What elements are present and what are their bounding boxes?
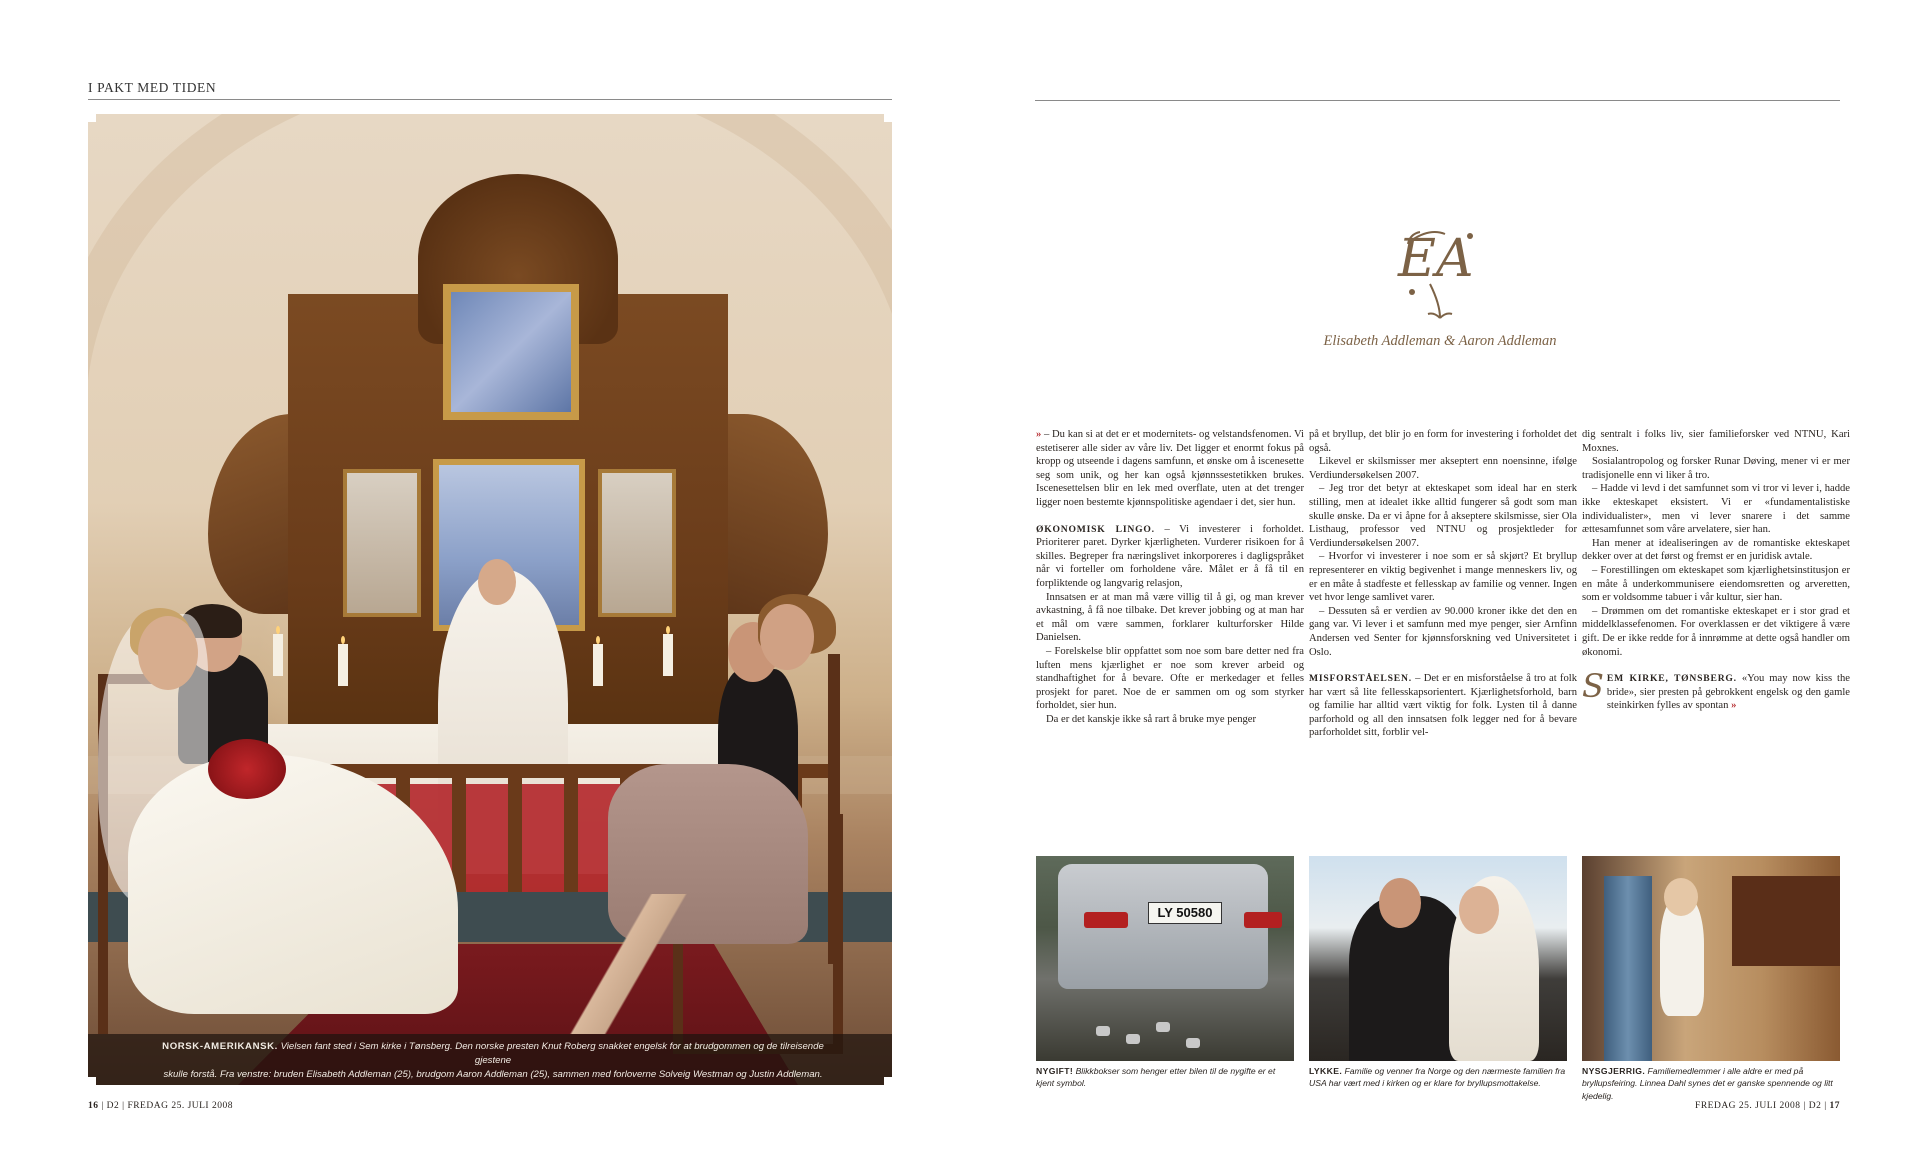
bridesmaid-legs [558, 894, 708, 1034]
paragraph [1582, 537, 1850, 564]
tin-can [1156, 1022, 1170, 1032]
paragraph [1036, 428, 1304, 510]
tail-light [1084, 912, 1128, 928]
monogram-names: Elisabeth Addleman & Aaron Addleman [1323, 333, 1557, 349]
paragraph [1582, 564, 1850, 605]
candle [273, 634, 283, 676]
tin-can [1126, 1034, 1140, 1044]
header-rule [1035, 100, 1840, 101]
subheading: EM KIRKE, TØNSBERG. [1606, 673, 1737, 685]
paragraph [1309, 605, 1577, 659]
wedding-car [1058, 864, 1268, 989]
date-right: FREDAG 25. JULI 2008 [1695, 1101, 1801, 1111]
folio-left: 16 | D2 | FREDAG 25. JULI 2008 [88, 1101, 233, 1111]
paragraph-text: Innsatsen er at man må være villig til å gi, og man krever avkastning, å få noe tilbake. Det krever jobbing og at man har et mål om være sammen, forklarer kulturforsker Hilde Danielsen. [1036, 591, 1304, 644]
paragraph-text: – Jeg tror det betyr at ekteskapet som ideal har en sterk stilling, men at idealet ikke alltid fungerer så godt som man skulle ønske. Da er vi åpne for å akseptere skilsmisse, sier Ola Listhaug, professor ved NTNU og prosjektleder for Verdiundersøkelsen 2007. [1309, 483, 1577, 549]
paragraph [1582, 482, 1850, 536]
monogram-emblem [1390, 214, 1490, 324]
paragraph-text: – Hadde vi levd i det samfunnet som vi tror vi lever i, hadde ikke ekteskapet eksistert. Vi er «fundamentalistiske individualister», men vi lever snarere i det samme ættesamfunnet som våre arvelatere, sier han. [1582, 483, 1850, 536]
altarpiece-panel-right [598, 469, 676, 617]
publication-left: D2 [106, 1101, 120, 1111]
subheading: ØKONOMISK LINGO. [1036, 523, 1155, 535]
paragraph-text: – Hvorfor vi investerer i noe som er så skjørt? Et bryllup representerer en viktig begivenhet i mange menneskers liv, og er en måte å stadfeste et fellesskap av familie og venner. Ingen vet hvor lenge samlivet varer. [1309, 551, 1577, 604]
paragraph [1309, 672, 1577, 740]
piano [1732, 876, 1840, 966]
paragraph [1309, 482, 1577, 550]
text-column-2 [1309, 428, 1577, 740]
paragraph-text: Sosialantropolog og forsker Runar Døving, mener vi er mer tradisjonelle enn vi liker å tro. [1582, 456, 1850, 481]
altarpiece-painting-top [443, 284, 579, 420]
paragraph [1036, 713, 1304, 727]
thumb-caption-1 [1036, 1065, 1294, 1090]
corner-notch [884, 1077, 892, 1085]
paragraph-text: – Forelskelse blir oppfattet som noe som bare detter ned fra luften mens kjærlighet er noe som krever arbeid og standhaftighet for å bevare. Ofte er merkedager et felles prosjekt for paret. Noe de er sammen om og som styrker forholdet, sier hun. [1036, 645, 1304, 712]
article-start-arrow: » [1036, 429, 1045, 440]
church-wedding-photo [88, 114, 892, 1085]
date-left: FREDAG 25. JULI 2008 [127, 1101, 233, 1111]
paragraph-text: «You may now kiss the bride», sier presten på gebrokkent engelsk og den gamle steinkirken fylles av spontan [1606, 673, 1850, 712]
publication-right: D2 [1808, 1101, 1822, 1111]
thumb-caption-3 [1582, 1065, 1840, 1102]
corner-notch [88, 114, 96, 122]
paragraph [1036, 591, 1304, 645]
paragraph [1036, 523, 1304, 591]
candle [593, 644, 603, 686]
caption-line-2: skulle forstå. Fra venstre: bruden Elisabeth Addleman (25), brudgom Aaron Addleman (25), sammen med forloverne Solveig Westman og Justin Addleman. [163, 1069, 823, 1080]
drop-cap: S [1582, 667, 1604, 706]
paragraph-text: dig sentralt i folks liv, sier familieforsker ved NTNU, Kari Moxnes. [1582, 429, 1850, 454]
photo-caption [148, 1040, 838, 1082]
monogram-letters: EA [1398, 229, 1474, 289]
page-number-left: 16 [88, 1101, 99, 1111]
paragraph [1309, 428, 1577, 455]
paragraph-text: Han mener at idealiseringen av de romantiske ekteskapet dekker over at det først og fremst er en juridisk avtale. [1582, 537, 1850, 563]
paragraph-text: på et bryllup, det blir jo en form for investering i forholdet det også. [1309, 429, 1577, 454]
painted-pillar [1604, 876, 1652, 1061]
paragraph [1309, 455, 1577, 482]
thumb-caption-lead: NYSGJERRIG. [1582, 1066, 1646, 1076]
thumb-caption-2 [1309, 1065, 1567, 1090]
bridesmaid-head [760, 604, 814, 670]
license-plate: LY 50580 [1148, 902, 1222, 924]
thumb-caption-text: Familie og venner fra Norge og den nærmeste familien fra USA har vært med i kirken og er klare for bryllupsmottakelse. [1309, 1066, 1566, 1089]
car-photo [1036, 856, 1294, 1061]
caption-lead: NORSK-AMERIKANSK. [162, 1041, 278, 1052]
paragraph-text: Da er det kanskje ikke så rart å bruke mye penger [1046, 713, 1257, 725]
candle [663, 634, 673, 676]
paragraph [1036, 645, 1304, 713]
bride-head [138, 616, 198, 690]
candle [338, 644, 348, 686]
thumb-caption-text: Blikkbokser som henger etter bilen til de nygifte er et kjent symbol. [1036, 1066, 1276, 1089]
page-number-right: 17 [1829, 1101, 1840, 1111]
priest-head [478, 559, 516, 605]
paragraph [1309, 550, 1577, 604]
paragraph [1582, 428, 1850, 455]
tail-light [1244, 912, 1282, 928]
caption-line-1: Vielsen fant sted i Sem kirke i Tønsberg. Den norske presten Knut Roberg snakket engelsk for at brudgommen og de tilreisende gjestene [280, 1041, 824, 1066]
bride-head [1459, 886, 1499, 934]
paragraph-text: – Det er en misforståelse å tro at folk har vært så lite fellesskapsorientert. Kjærlighetsforhold, barn og familie har alltid vært viktig for folk. Lysten til å danne parforhold og all den innsatsen folk legger ned for å bevare parforholdet sitt, forblir vel- [1309, 673, 1577, 739]
section-title: I PAKT MED TIDEN [88, 80, 892, 100]
paragraph [1582, 667, 1850, 713]
paragraph [1582, 605, 1850, 659]
paragraph-text: – Drømmen om det romantiske ekteskapet er i stor grad et middelklassefenomen. For overklassen er det viktigere å være gift. De er ikke redde for å innrømme at dette også handler om økonomi. [1582, 605, 1850, 658]
folio-right: FREDAG 25. JULI 2008 | D2 | 17 [1695, 1101, 1840, 1111]
bouquet [208, 739, 286, 799]
paragraph-text: – Dessuten så er verdien av 90.000 kroner ikke det den en gang var. Vi lever i et samfunn med mye penger, sier Arnfinn Andersen ved Senter for kjønnsforskning ved Universitetet i Oslo. [1309, 605, 1577, 658]
corner-notch [884, 114, 892, 122]
groom-head [1379, 878, 1421, 928]
corner-notch [88, 1077, 96, 1085]
tin-can [1186, 1038, 1200, 1048]
continue-arrow: » [1728, 700, 1737, 712]
thumb-caption-text: Familiemedlemmer i alle aldre er med på bryllupsfeiring. Linnea Dahl synes det er ganske spennende og litt kjedelig. [1582, 1066, 1833, 1101]
paragraph [1582, 455, 1850, 482]
thumb-caption-lead: LYKKE. [1309, 1066, 1343, 1076]
paragraph-text: Likevel er skilsmisser mer akseptert enn noensinne, ifølge Verdiundersøkelsen 2007. [1309, 456, 1577, 481]
child-photo [1582, 856, 1840, 1061]
child-head [1664, 878, 1698, 916]
thumb-caption-lead: NYGIFT! [1036, 1066, 1074, 1076]
subheading: MISFORSTÅELSEN. [1309, 673, 1412, 685]
couple-photo [1309, 856, 1567, 1061]
text-column-1 [1036, 428, 1304, 726]
tin-can [1096, 1026, 1110, 1036]
text-column-3 [1582, 428, 1850, 713]
paragraph-text: – Du kan si at det er et modernitets- og velstandsfenomen. Vi estetiserer alle sider av våre liv. Det ligger et enormt fokus på kropp og utseende i dagens samfunn, et ønske om å iscenesette seg som unik, og her kan også kjønnssestetikken brukes. Iscenesettelsen blir en lek med overflate, uten at det trenger ligger noen bestemte kjønnspolitiske agendaer i det, sier hun. [1036, 429, 1304, 508]
paragraph-text: – Vi investerer i forholdet. Prioriterer paret. Dyrker kjærligheten. Vurderer risikoen for å skilles. Begreper fra næringslivet inkorporeres i dagligspråket når vi forteller om forholdene våre. Målet er å få til en forpliktende og langvarig relasjon, [1036, 523, 1304, 589]
altarpiece-panel-left [343, 469, 421, 617]
paragraph-text: – Forestillingen om ekteskapet som kjærlighetsinstitusjon er en måte å underkommunisere eiendomsretten og arveretten, som er voldsomme tabuer i vår kultur, sier han. [1582, 564, 1850, 604]
